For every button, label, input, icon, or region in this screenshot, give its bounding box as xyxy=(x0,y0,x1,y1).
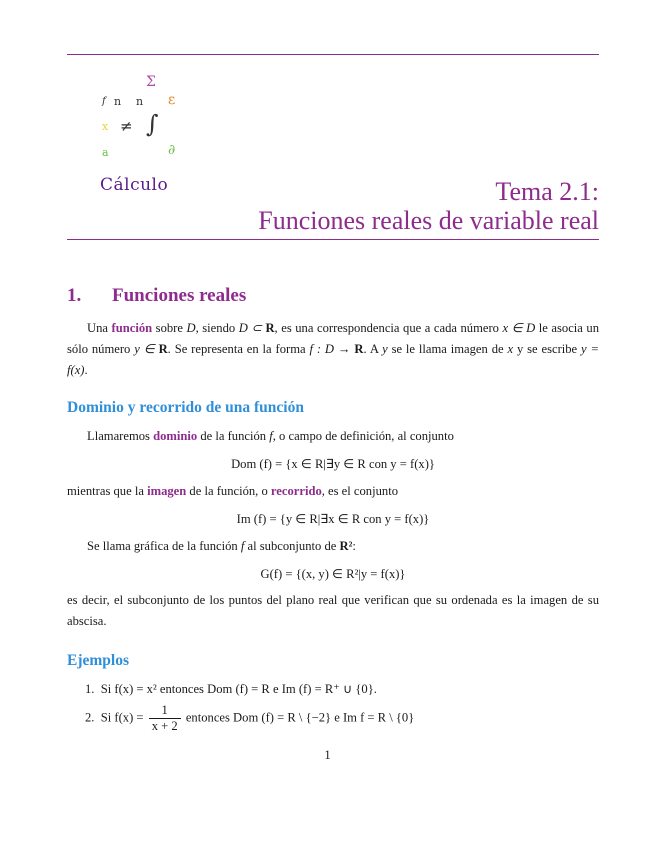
example-item-2 xyxy=(85,703,414,734)
logo-word: Cálculo xyxy=(100,175,169,195)
fraction xyxy=(149,703,181,734)
dominio-paragraph: Llamaremos dominio de la función f, o campo de definición, al conjunto xyxy=(87,429,454,443)
subsection-heading-dominio: Dominio y recorrido de una función xyxy=(67,399,304,416)
keyword-imagen: imagen xyxy=(147,484,187,498)
section-number: 1. xyxy=(67,285,82,306)
fraction-denominator: x + 2 xyxy=(151,719,178,733)
example-item-1 xyxy=(85,681,377,697)
equation-dominio: Dom (f) = {x ∈ R|∃y ∈ R con y = f(x)} xyxy=(231,457,435,471)
example-number: 1. xyxy=(85,682,95,696)
example-number: 2. xyxy=(85,710,95,725)
imagen-paragraph: mientras que la imagen de la función, o recorrido, es el conjunto xyxy=(67,484,398,498)
example-pre: Si f(x) = xyxy=(100,710,144,725)
header-title-line2: Funciones reales de variable real xyxy=(258,206,599,235)
section-heading xyxy=(67,285,246,307)
logo-symbol-x: x xyxy=(102,120,109,133)
logo-symbol-f: f xyxy=(102,96,106,107)
calculo-logo xyxy=(96,74,196,199)
section-title: Funciones reales xyxy=(112,285,247,306)
partial-symbol: ∂ xyxy=(168,142,176,158)
example-post: entonces Dom (f) = R \ {−2} e Im f = R \ {0} xyxy=(185,710,415,725)
equation-grafica: G(f) = {(x, y) ∈ R²|y = f(x)} xyxy=(260,567,406,581)
keyword-recorrido: recorrido xyxy=(270,484,322,498)
keyword-dominio: dominio xyxy=(153,429,198,443)
header-title-line1: Tema 2.1: xyxy=(495,177,599,206)
example-text: Si f(x) = x² entonces Dom (f) = R e Im (f) = R⁺ ∪ {0}. xyxy=(100,682,377,696)
subsection-heading-ejemplos: Ejemplos xyxy=(67,652,129,669)
definition-paragraph: Una función sobre D, siendo D ⊂ R, es una correspondencia que a cada número x ∈ D le asocia un sólo número y ∈ R. Se representa en la forma f : D → R. A y se le llama imagen de x y se escribe y = f(x). xyxy=(67,321,600,377)
header-bottom-rule xyxy=(67,239,599,240)
logo-symbol-n1: n xyxy=(114,95,122,108)
equation-imagen: Im (f) = {y ∈ R|∃x ∈ R con y = f(x)} xyxy=(236,512,430,526)
logo-symbol-n2: n xyxy=(136,95,144,108)
sigma-symbol: Σ xyxy=(146,74,156,90)
epsilon-symbol: ε xyxy=(168,92,176,108)
top-rule xyxy=(67,54,599,55)
grafica-paragraph: Se llama gráfica de la función f al subconjunto de R²: xyxy=(87,539,356,553)
fraction-numerator: 1 xyxy=(149,703,181,719)
logo-symbol-a: a xyxy=(102,146,109,159)
page-number: 1 xyxy=(324,748,331,762)
keyword-funcion: función xyxy=(111,321,153,335)
integral-symbol: ∫ xyxy=(146,110,159,138)
abscisa-paragraph: es decir, el subconjunto de los puntos del plano real que verifican que su ordenada es la imagen de su abscisa. xyxy=(67,593,599,628)
not-equal-symbol: ≠ xyxy=(120,117,133,135)
